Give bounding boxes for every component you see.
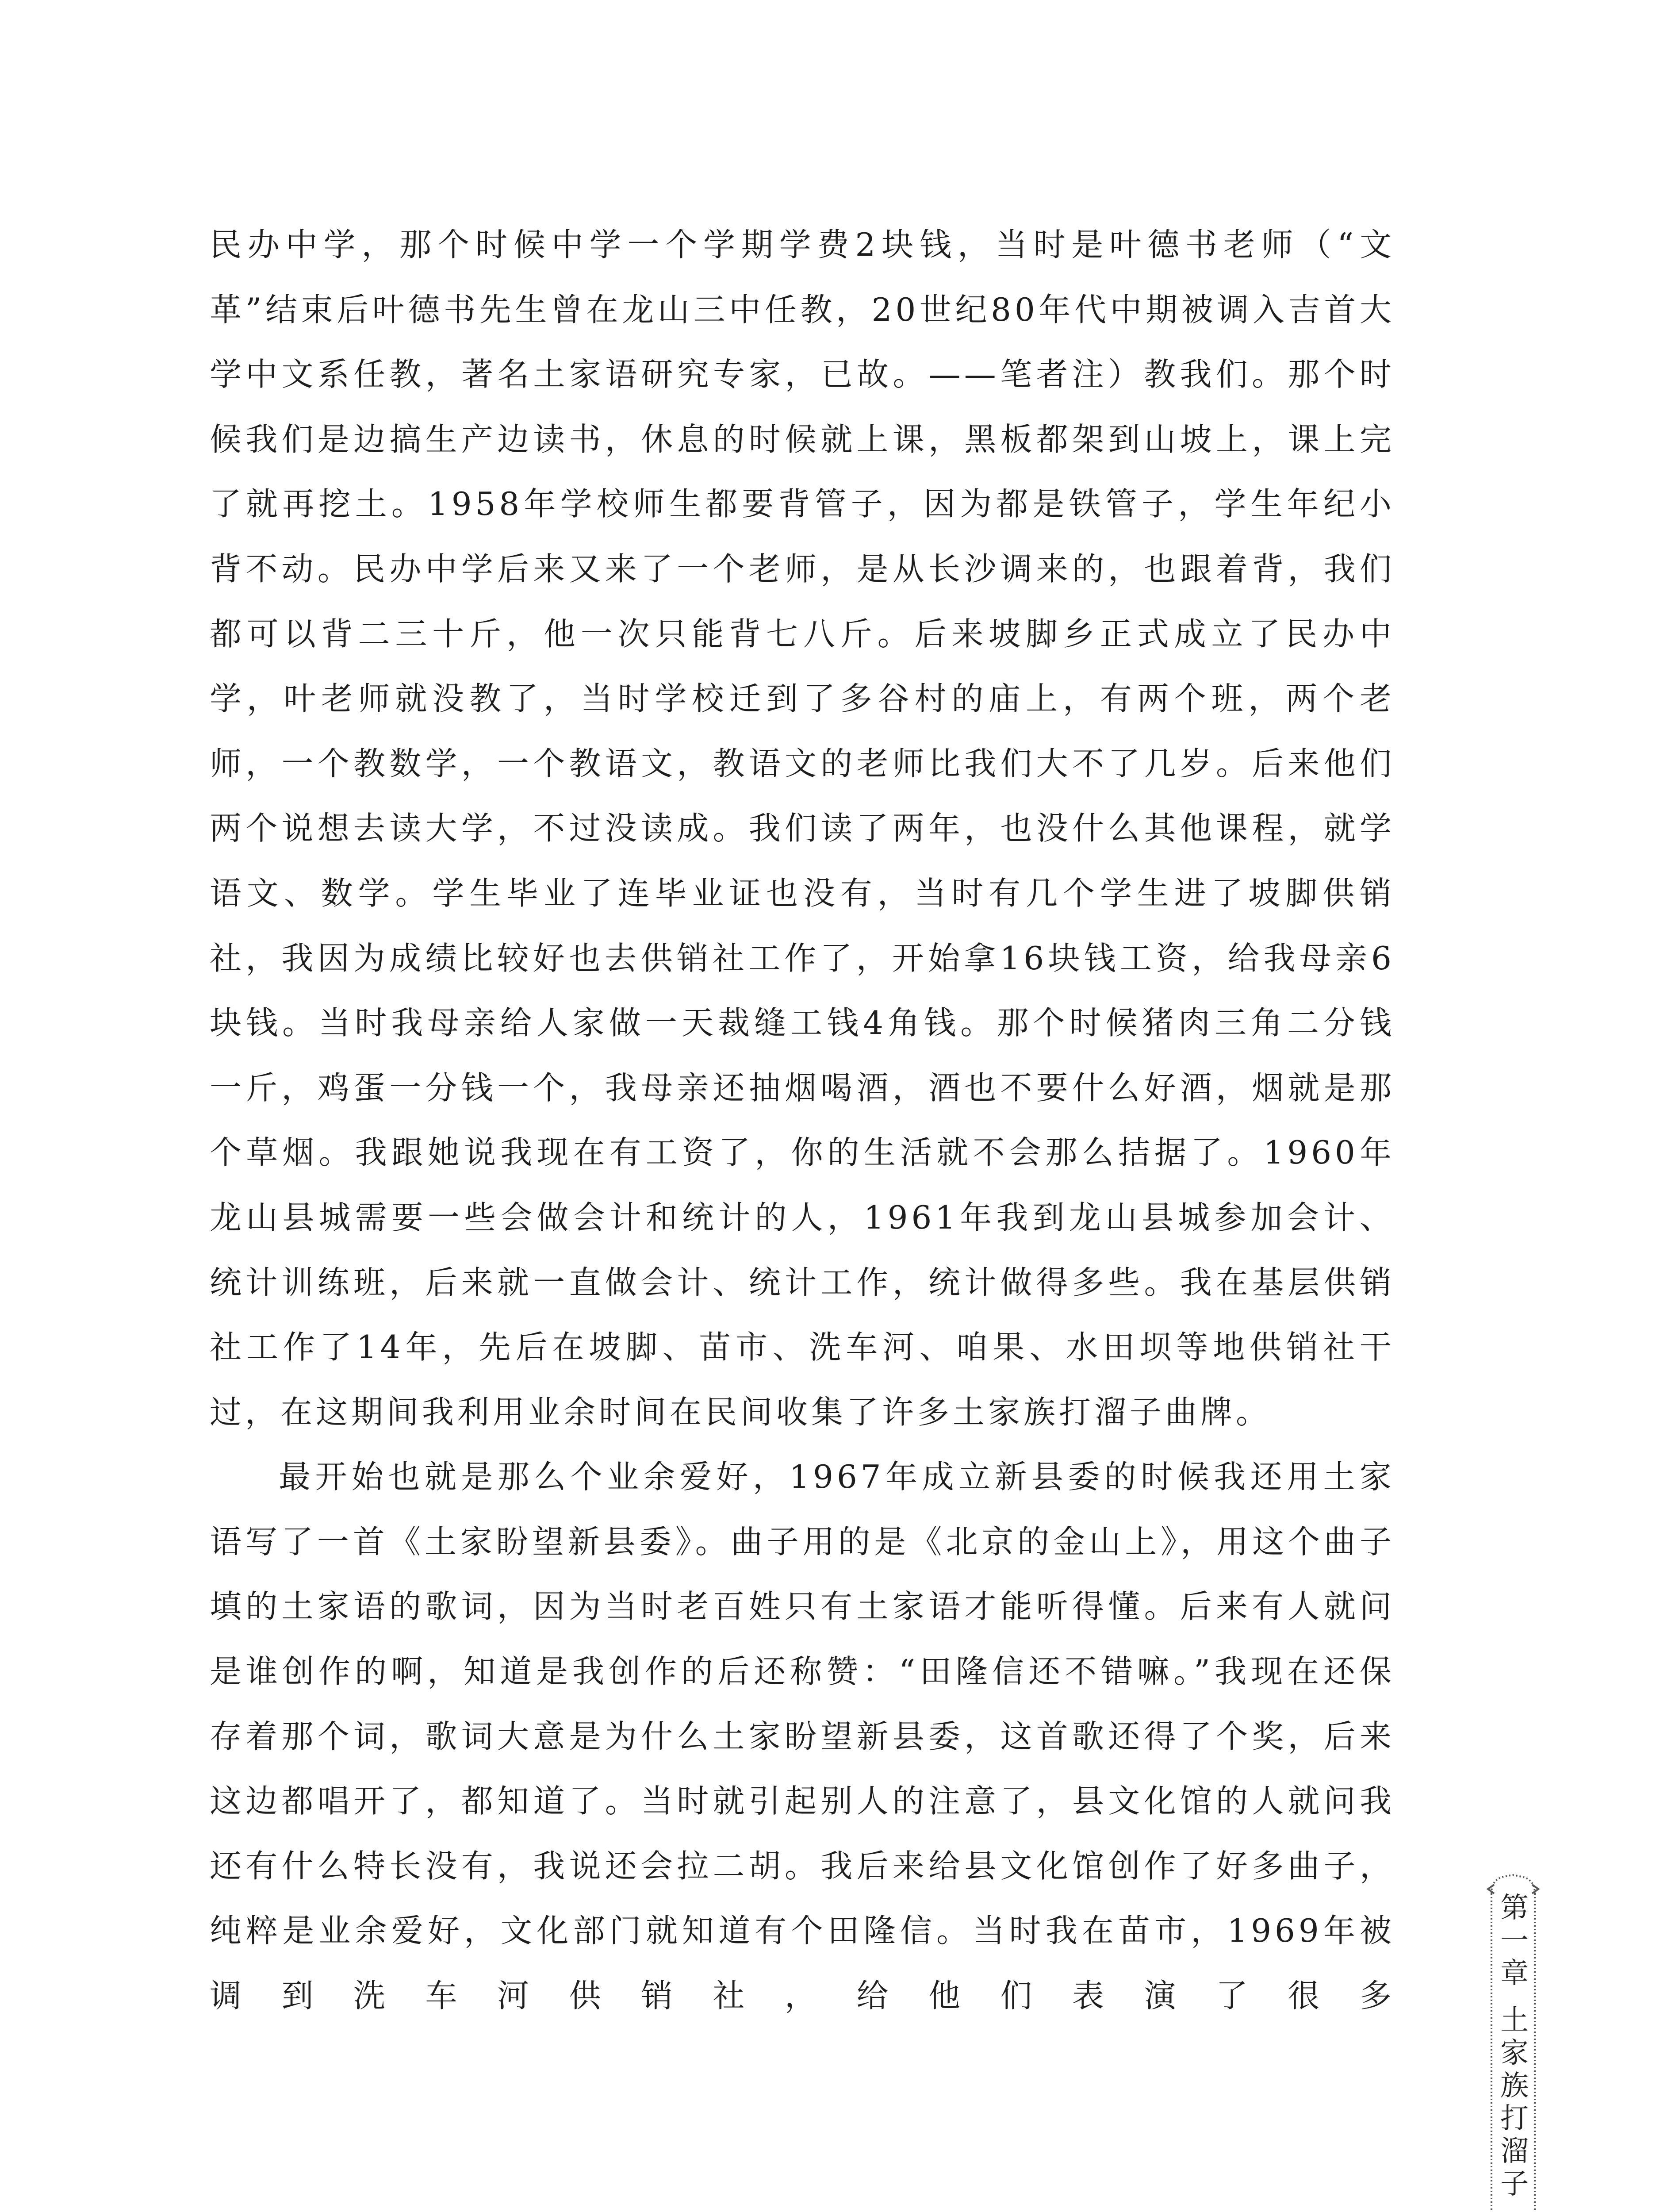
paragraph-2: 最开始也就是那么个业余爱好，1967年成立新县委的时候我还用土家语写了一首《土家盼望新县委》。曲子用的是《北京的金山上》，用这个曲子填的土家语的歌词，因为当时老百姓只有土家语才能听得懂。后来有人就问是谁创作的啊，知道是我创作的后还称赞：“田隆信还不错嘛。”我现在还保存着那个词，歌词大意是为什么土家盼望新县委，这首歌还得了个奖，后来这边都唱开了，都知道了。当时就引起别人的注意了，县文化馆的人就问我还有什么特长没有，我说还会拉二胡。我后来给县文化馆创作了好多曲子，纯粹是业余爱好，文化部门就知道有个田隆信。当时我在苗市，1969年被调到洗车河供销社，给他们表演了很多 <box>210 1458 1395 2015</box>
chapter-number: 第一章 <box>1500 1892 1529 1990</box>
chapter-side-tab <box>1486 1871 1543 2212</box>
chapter-title: 土家族打溜子 <box>1500 2004 1529 2200</box>
body-text <box>210 212 1395 2028</box>
paragraph-1: 民办中学，那个时候中学一个学期学费2块钱，当时是叶德书老师（“文革”结束后叶德书先生曾在龙山三中任教，20世纪80年代中期被调入吉首大学中文系任教，著名土家语研究专家，已故。——笔者注）教我们。那个时候我们是边搞生产边读书，休息的时候就上课，黑板都架到山坡上，课上完了就再挖土。1958年学校师生都要背管子，因为都是铁管子，学生年纪小背不动。民办中学后来又来了一个老师，是从长沙调来的，也跟着背，我们都可以背二三十斤，他一次只能背七八斤。后来坡脚乡正式成立了民办中学，叶老师就没教了，当时学校迁到了多谷村的庙上，有两个班，两个老师，一个教数学，一个教语文，教语文的老师比我们大不了几岁。后来他们两个说想去读大学，不过没读成。我们读了两年，也没什么其他课程，就学语文、数学。学生毕业了连毕业证也没有，当时有几个学生进了坡脚供销社，我因为成绩比较好也去供销社工作了，开始拿16块钱工资，给我母亲6块钱。当时我母亲给人家做一天裁缝工钱4角钱。那个时候猪肉三角二分钱一斤，鸡蛋一分钱一个，我母亲还抽烟喝酒，酒也不要什么好酒，烟就是那个草烟。我跟她说我现在有工资了，你的生活就不会那么拮据了。1960年龙山县城需要一些会做会计和统计的人，1961年我到龙山县城参加会计、统计训练班，后来就一直做会计、统计工作，统计做得多些。我在基层供销社工作了14年，先后在坡脚、苗市、洗车河、咱果、水田坝等地供销社干过，在这期间我利用业余时间在民间收集了许多土家族打溜子曲牌。 <box>210 226 1395 1431</box>
